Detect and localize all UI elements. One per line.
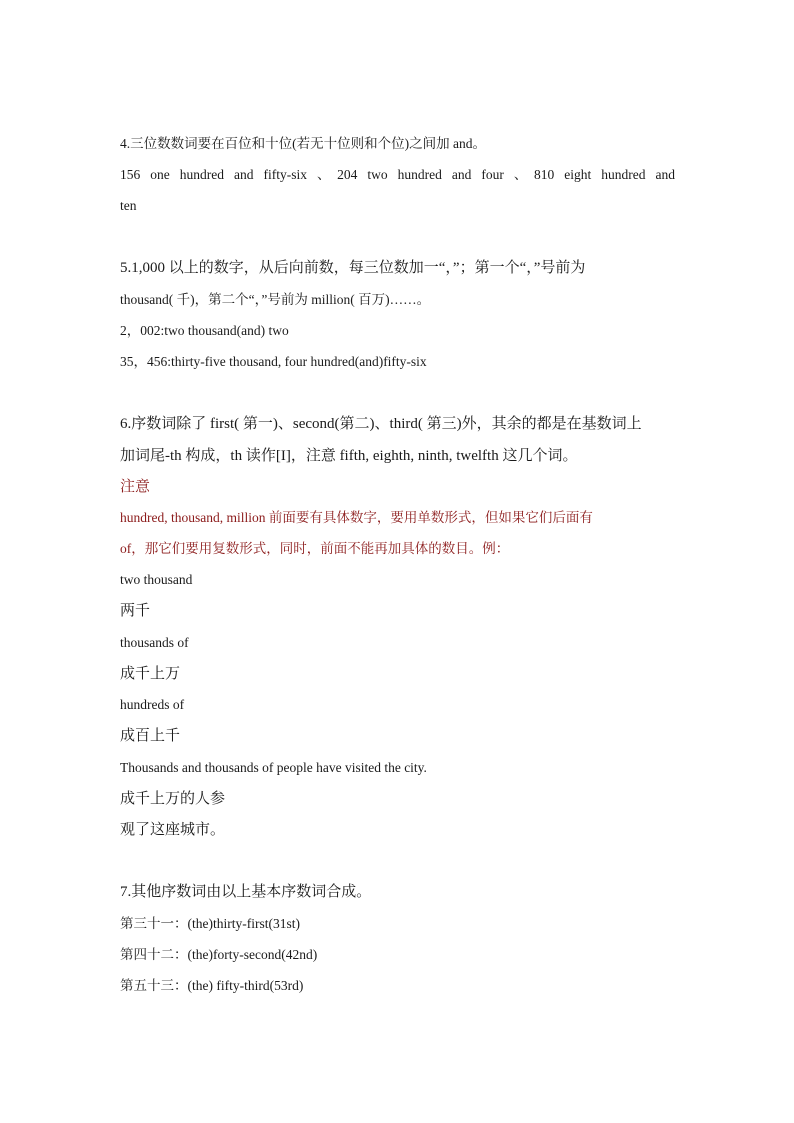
section4-heading: 4.三位数数词要在百位和十位(若无十位则和个位)之间加 and。 — [120, 136, 486, 151]
section4-example-line2: ten — [120, 198, 137, 213]
section6-note-label: 注意 — [120, 479, 151, 495]
section6-example-item: 两千 — [120, 603, 151, 619]
section6-example-item: two thousand — [120, 572, 193, 587]
section4-example-line1: 156 one hundred and fifty-six 、204 two hundred and four 、810 eight hundred and — [120, 167, 675, 182]
section5-example2: 35，456:thirty-five thousand, four hundred(and)fifty-six — [120, 354, 427, 369]
section6-example-item: 成千上万 — [120, 666, 181, 682]
section6-example-item: hundreds of — [120, 697, 185, 712]
section7-item: 第五十三：(the) fifty-third(53rd) — [120, 978, 304, 993]
section6-example-item: 成千上万的人参 — [120, 791, 226, 807]
section6-rule-line2: 加词尾-th 构成，th 读作[I]，注意 fifth, eighth, ninth, twelfth 这几个词。 — [120, 448, 578, 464]
section6-example-item: 观了这座城市。 — [120, 822, 226, 838]
section6-example-item: 成百上千 — [120, 728, 181, 744]
section5-rule-line2: thousand( 千)，第二个“，”号前为 million( 百万)……。 — [120, 292, 431, 307]
section6-note-line1: hundred, thousand, million 前面要有具体数字，要用单数形式，但如果它们后面有 — [120, 510, 593, 525]
section5-rule-line1: 5.1,000 以上的数字，从后向前数，每三位数加一“，”；第一个“，”号前为 — [120, 260, 586, 276]
section6-example-item: thousands of — [120, 635, 189, 650]
section5-example1: 2，002:two thousand(and) two — [120, 323, 289, 338]
section7-item: 第三十一：(the)thirty-first(31st) — [120, 916, 300, 931]
section6-rule-line1: 6.序数词除了 first( 第一)、second(第二)、third( 第三)外，其余的都是在基数词上 — [120, 416, 642, 432]
section7-heading: 7.其他序数词由以上基本序数词合成。 — [120, 884, 372, 900]
section6-note-line2: of，那它们要用复数形式，同时，前面不能再加具体的数目。例： — [120, 541, 510, 556]
section6-example-item: Thousands and thousands of people have visited the city. — [120, 760, 427, 775]
section7-item: 第四十二：(the)forty-second(42nd) — [120, 947, 318, 962]
